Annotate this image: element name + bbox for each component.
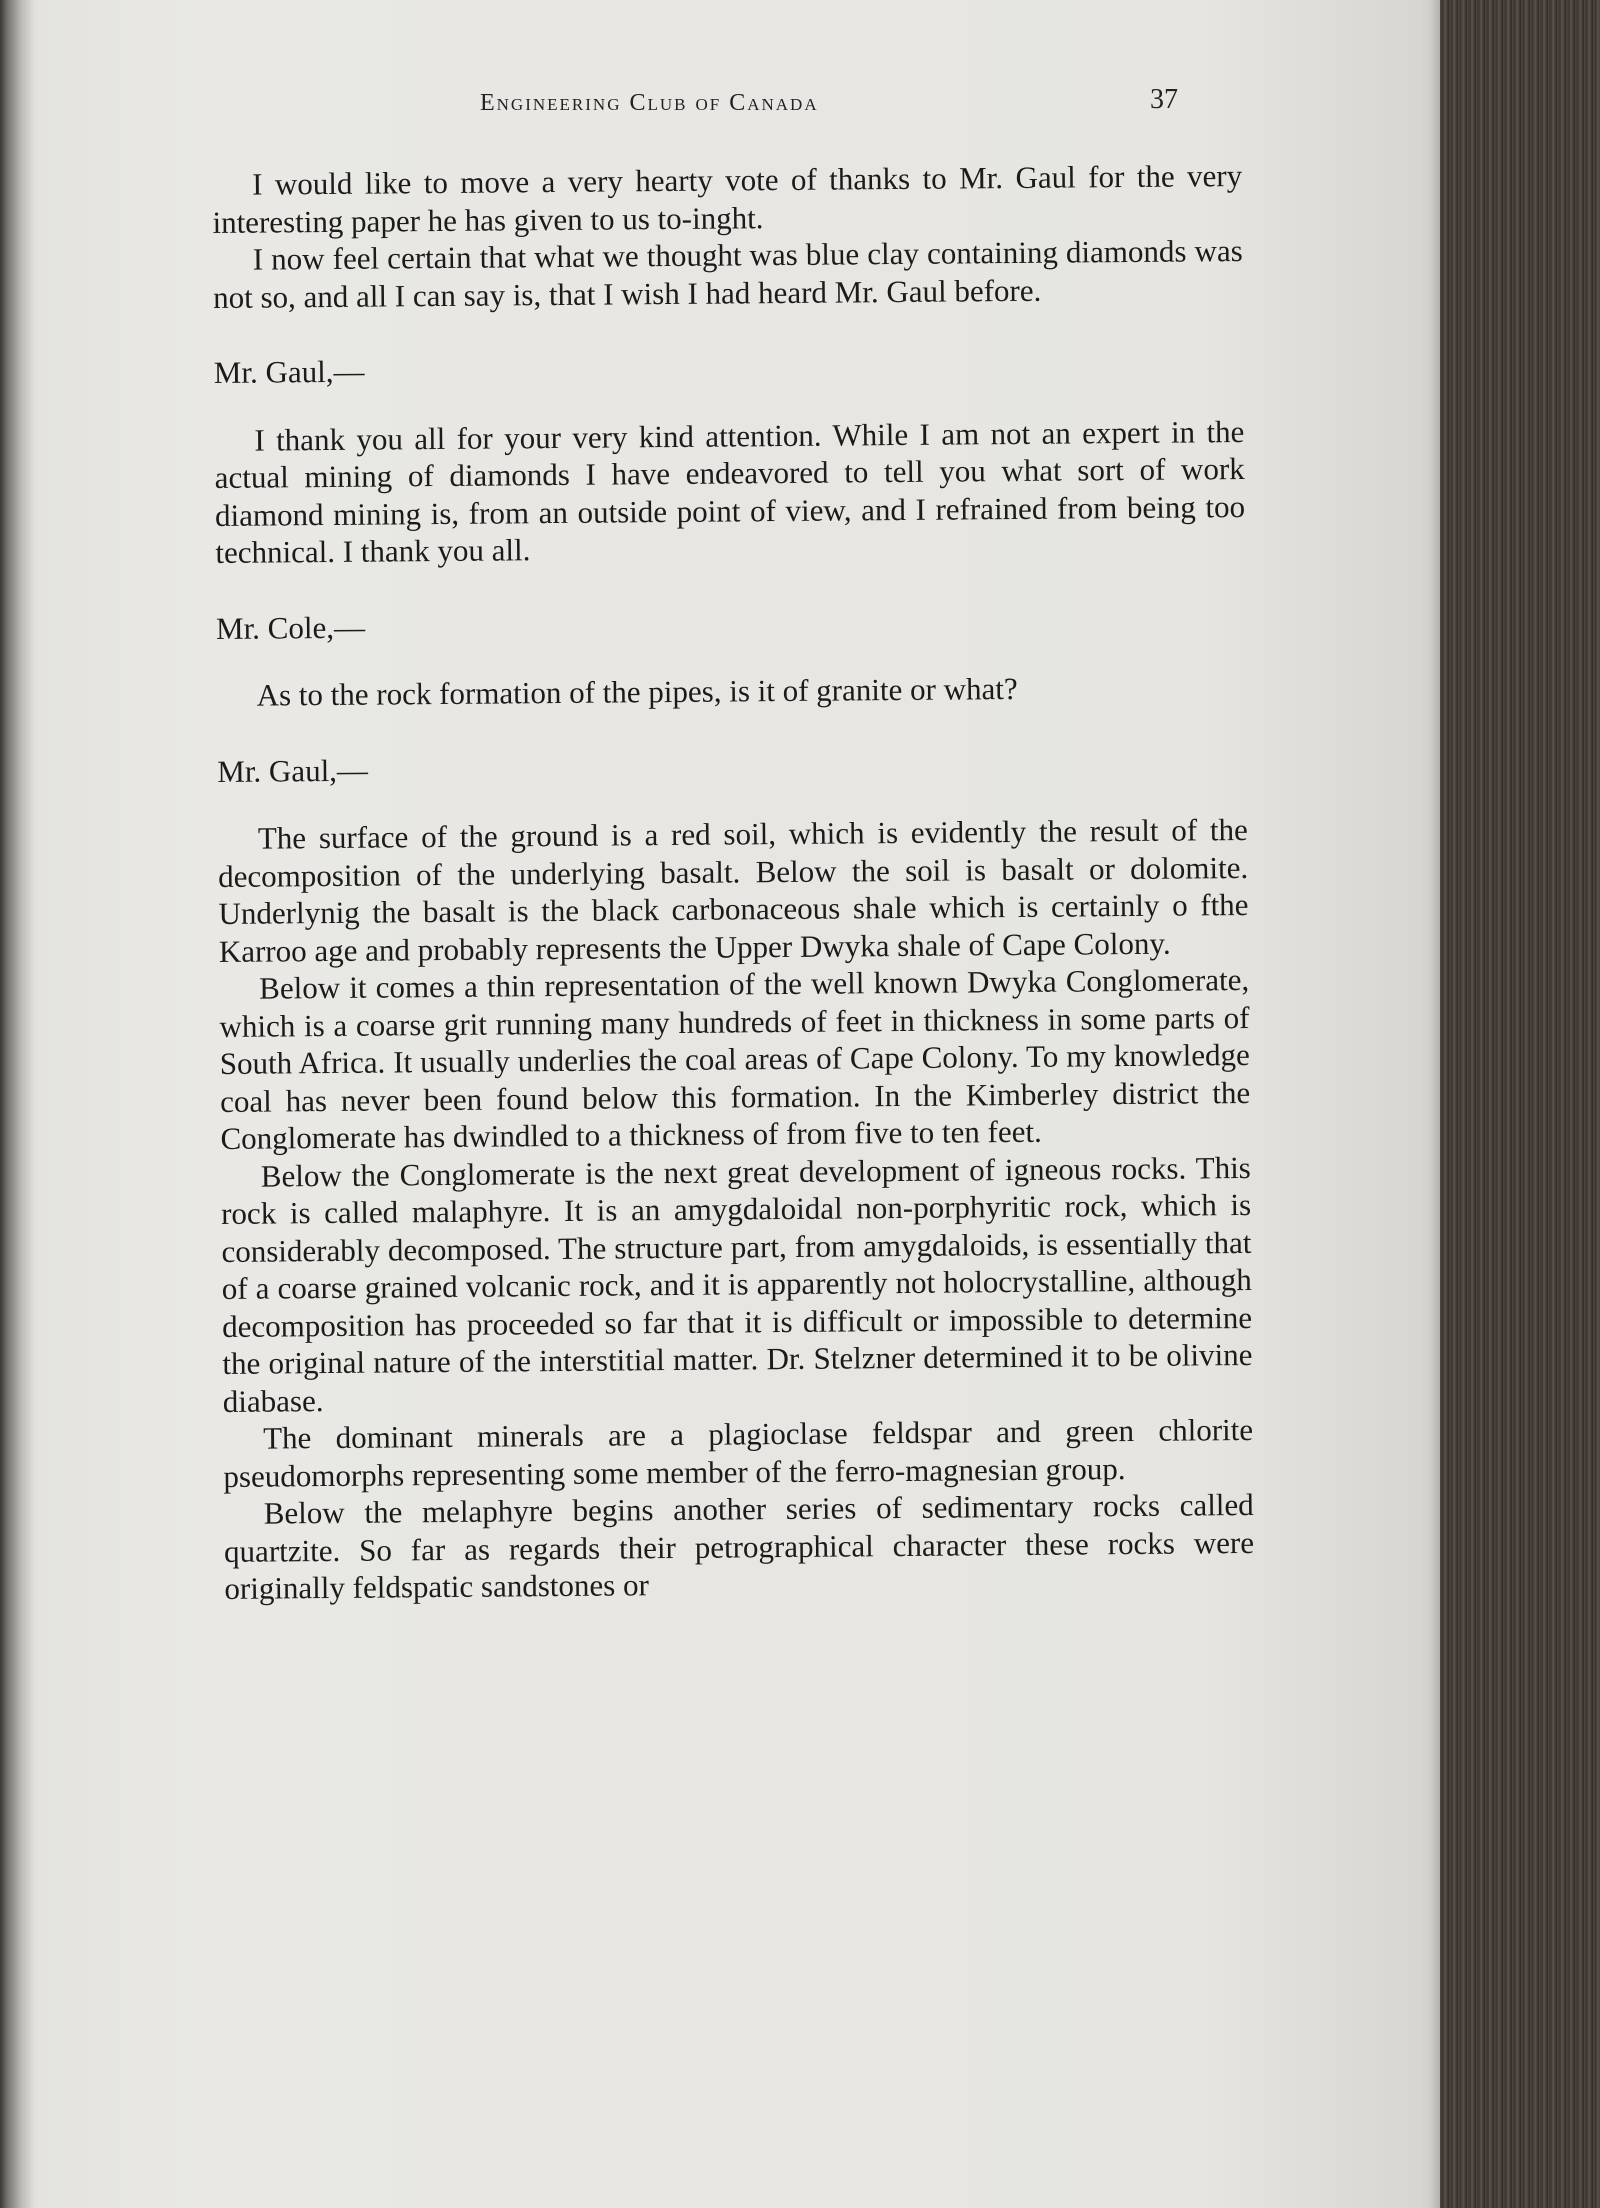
running-head: Engineering Club of Canada bbox=[480, 90, 819, 116]
page-number: 37 bbox=[1150, 84, 1178, 115]
paragraph: I would like to move a very hearty vote of thanks to Mr. Gaul for the very interesting paper he has given to us to-inght. bbox=[212, 158, 1243, 240]
paragraph: As to the rock formation of the pipes, is it of granite or what? bbox=[256, 670, 1018, 713]
paragraph: Below the melaphyre begins another series of sedimentary rocks called quartzite. So far as regards their petrographical character these rocks were originally feldspatic sandstones or bbox=[223, 1486, 1255, 1606]
paragraph: Below it comes a thin representation of the well known Dwyka Conglomerate, which is a coarse grit running many hundreds of feet in thickness in some parts of South Africa. It usually underlies the coal areas of Cape Colony. To my knowledge coal has never been found below this formation. In the Kimberley district the Conglomerate has dwindled to a thickness of from five to ten feet. bbox=[219, 961, 1251, 1156]
book-edge bbox=[1440, 0, 1600, 2208]
paragraph: The dominant minerals are a plagioclase feldspar and green chlorite pseudomorphs representing some member of the ferro-magnesian group. bbox=[223, 1411, 1254, 1494]
speaker-label: Mr. Gaul,— bbox=[217, 752, 369, 789]
speaker-label: Mr. Cole,— bbox=[215, 609, 366, 646]
paragraph: The surface of the ground is a red soil, which is evidently the result of the decomposition of the underlying basalt. Below the soil is basalt or dolomite. Underlynig the basalt is the black carbonaceous shale which is certainly o fthe Karroo age and probably represents the Upper Dwyka shale of Cape Colony. bbox=[218, 811, 1249, 969]
paragraph: I thank you all for your very kind attention. While I am not an expert in the actual mining of diamonds I have endeavored to tell you what sort of work diamond mining is, from an outside point of view, and I refrained from being too technical. I thank you all. bbox=[214, 413, 1246, 570]
speaker-label: Mr. Gaul,— bbox=[213, 353, 365, 390]
page-body bbox=[212, 157, 1255, 1607]
page-gutter bbox=[0, 0, 34, 2208]
page-header bbox=[220, 84, 1220, 124]
paragraph: Below the Conglomerate is the next great development of igneous rocks. This rock is called malaphyre. It is an amygdaloidal non-porphyritic rock, which is considerably decomposed. The structure part, from amygdaloids, is essentially that of a coarse grained volcanic rock, and it is apparently not holocrystalline, although decomposition has proceeded so far that it is difficult or impossible to determine the original nature of the interstitial matter. Dr. Stelzner determined it to be olivine diabase. bbox=[220, 1149, 1253, 1419]
paragraph: I now feel certain that what we thought was blue clay containing diamonds was not so, and all I can say is, that I wish I had heard Mr. Gaul before. bbox=[212, 233, 1243, 315]
